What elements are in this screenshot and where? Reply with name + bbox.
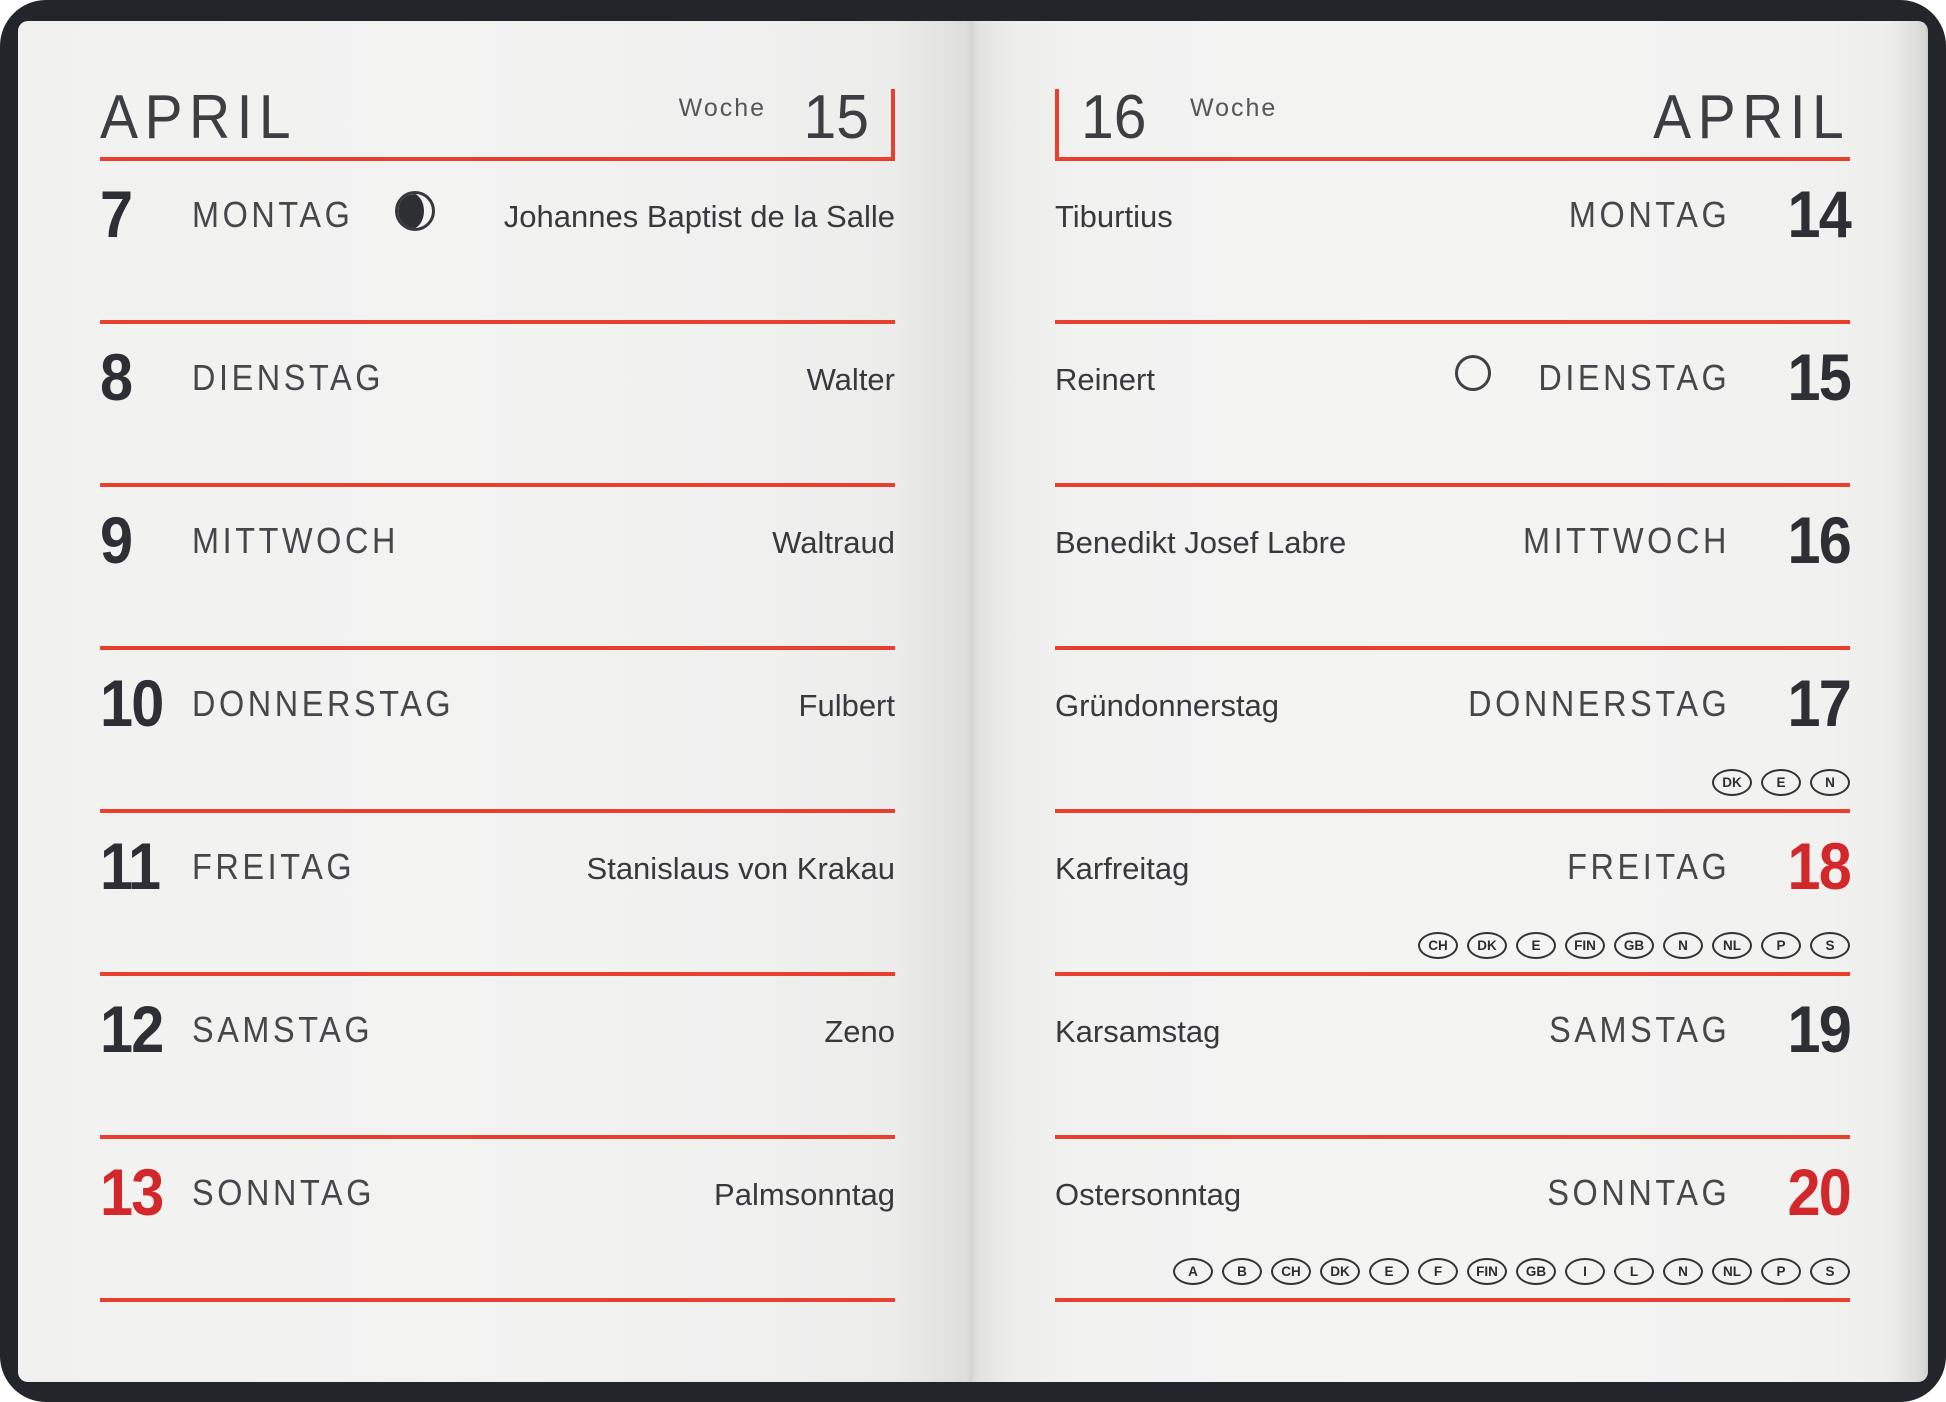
day-name: SONNTAG <box>1546 1172 1730 1213</box>
day-number: 17 <box>1787 666 1850 740</box>
saint-name: Ostersonntag <box>1055 1177 1242 1212</box>
day-number: 13 <box>100 1155 163 1229</box>
bottom-rule <box>100 1298 895 1302</box>
day-number: 8 <box>100 340 132 414</box>
month-title: APRIL <box>100 83 298 152</box>
day-row <box>100 157 895 320</box>
country-badge: GB <box>1516 1258 1556 1285</box>
day-number: 19 <box>1787 992 1850 1066</box>
country-badge: P <box>1761 1258 1801 1285</box>
country-badge: S <box>1810 1258 1850 1285</box>
country-badge: P <box>1761 932 1801 959</box>
day-name: MONTAG <box>1568 194 1730 235</box>
day-number: 14 <box>1787 177 1850 251</box>
day-row <box>1055 646 1850 809</box>
country-badge: S <box>1810 932 1850 959</box>
country-badge: N <box>1663 1258 1703 1285</box>
right-page-header <box>1055 21 1850 157</box>
country-badge: N <box>1663 932 1703 959</box>
country-badge: E <box>1516 932 1556 959</box>
day-row <box>100 320 895 483</box>
right-day-rows <box>1055 157 1850 1302</box>
day-name: SAMSTAG <box>192 1009 374 1050</box>
country-badge: FIN <box>1565 932 1605 959</box>
day-name: SAMSTAG <box>1548 1009 1730 1050</box>
day-row <box>1055 972 1850 1135</box>
day-row <box>100 809 895 972</box>
saint-name: Stanislaus von Krakau <box>586 851 895 886</box>
day-name: FREITAG <box>192 846 356 887</box>
country-badge: E <box>1761 769 1801 796</box>
saint-name: Fulbert <box>798 688 895 723</box>
left-page-header <box>100 21 895 157</box>
day-number: 9 <box>100 503 132 577</box>
day-name: DIENSTAG <box>1537 357 1730 398</box>
day-number: 12 <box>100 992 163 1066</box>
day-name: SONNTAG <box>192 1172 376 1213</box>
moon-phase-icon <box>395 191 435 231</box>
country-badge: F <box>1418 1258 1458 1285</box>
country-badge: CH <box>1271 1258 1311 1285</box>
country-badge: DK <box>1467 932 1507 959</box>
day-name: DONNERSTAG <box>192 683 455 724</box>
saint-name: Tiburtius <box>1055 199 1173 234</box>
country-badge: NL <box>1712 1258 1752 1285</box>
day-number: 20 <box>1787 1155 1850 1229</box>
country-badge: E <box>1369 1258 1409 1285</box>
country-badges <box>1418 932 1850 959</box>
day-row <box>1055 483 1850 646</box>
country-badge: I <box>1565 1258 1605 1285</box>
full-moon-icon <box>1455 355 1491 391</box>
day-row <box>1055 157 1850 320</box>
month-title: APRIL <box>1652 83 1850 152</box>
week-number: 15 <box>803 83 869 152</box>
day-name: MITTWOCH <box>192 520 399 561</box>
day-number: 7 <box>100 177 132 251</box>
day-row <box>100 972 895 1135</box>
country-badges <box>1173 1258 1850 1285</box>
header-rule-end-bar <box>891 89 895 157</box>
day-name: DIENSTAG <box>192 357 385 398</box>
bottom-rule <box>1055 1298 1850 1302</box>
saint-name: Waltraud <box>772 525 895 560</box>
day-number: 18 <box>1787 829 1850 903</box>
saint-name: Reinert <box>1055 362 1155 397</box>
saint-name: Benedikt Josef Labre <box>1055 525 1347 560</box>
day-row <box>1055 1135 1850 1298</box>
country-badge: B <box>1222 1258 1262 1285</box>
day-name: MITTWOCH <box>1523 520 1730 561</box>
country-badges <box>1712 769 1850 796</box>
week-label: Woche <box>678 94 767 122</box>
left-day-rows <box>100 157 895 1302</box>
saint-name: Karsamstag <box>1055 1014 1221 1049</box>
day-number: 15 <box>1787 340 1850 414</box>
day-row <box>1055 320 1850 483</box>
day-name: DONNERSTAG <box>1467 683 1730 724</box>
country-badge: A <box>1173 1258 1213 1285</box>
country-badge: DK <box>1320 1258 1360 1285</box>
day-number: 10 <box>100 666 163 740</box>
day-name: FREITAG <box>1566 846 1730 887</box>
saint-name: Johannes Baptist de la Salle <box>503 199 895 234</box>
saint-name: Karfreitag <box>1055 851 1190 886</box>
day-row <box>100 483 895 646</box>
saint-name: Palmsonntag <box>714 1177 895 1212</box>
country-badge: L <box>1614 1258 1654 1285</box>
saint-name: Gründonnerstag <box>1055 688 1280 723</box>
day-row <box>100 1135 895 1298</box>
day-row <box>100 646 895 809</box>
day-name: MONTAG <box>192 194 354 235</box>
saint-name: Zeno <box>824 1014 895 1049</box>
header-rule-end-bar <box>1055 89 1059 157</box>
day-number: 11 <box>100 829 160 903</box>
week-number: 16 <box>1081 83 1147 152</box>
day-number: 16 <box>1787 503 1850 577</box>
country-badge: DK <box>1712 769 1752 796</box>
page-right-week-16 <box>970 21 1928 1382</box>
week-label: Woche <box>1189 94 1278 122</box>
day-row <box>1055 809 1850 972</box>
country-badge: NL <box>1712 932 1752 959</box>
country-badge: CH <box>1418 932 1458 959</box>
saint-name: Walter <box>806 362 895 397</box>
country-badge: N <box>1810 769 1850 796</box>
country-badge: FIN <box>1467 1258 1507 1285</box>
country-badge: GB <box>1614 932 1654 959</box>
page-left-week-15 <box>18 21 970 1382</box>
